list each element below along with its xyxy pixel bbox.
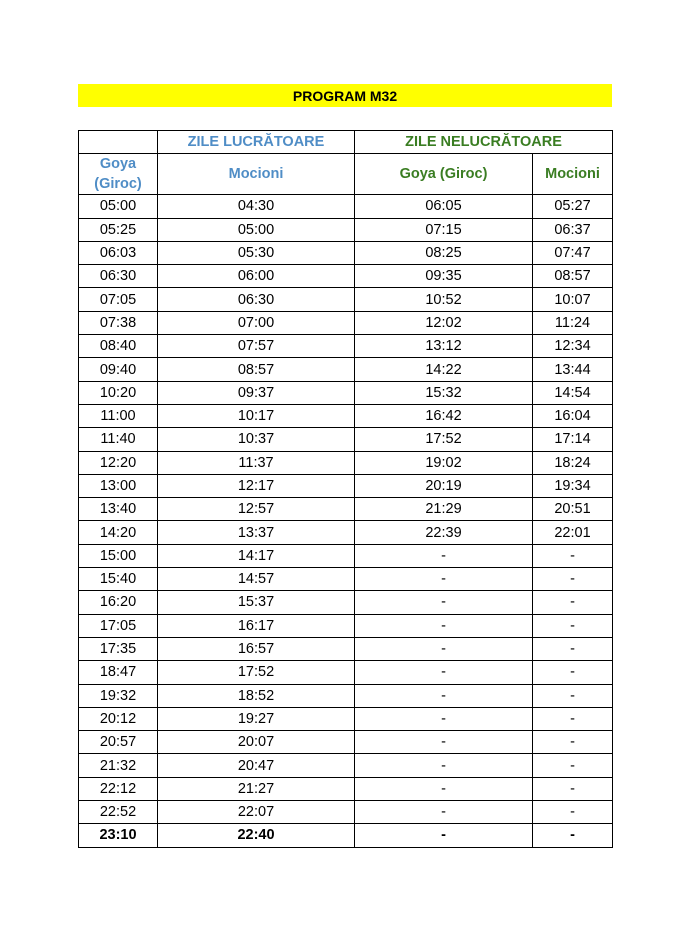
cell-mocioni-workday: 06:30 (158, 288, 355, 311)
table-row (79, 451, 613, 474)
cell-goya-nonworkday: 17:52 (355, 428, 533, 451)
table-row (79, 637, 613, 660)
cell-goya-nonworkday: 07:15 (355, 218, 533, 241)
cell-mocioni-nonworkday: 05:27 (533, 195, 613, 218)
cell-goya-workday: 05:25 (79, 218, 158, 241)
cell-mocioni-nonworkday: 16:04 (533, 404, 613, 427)
cell-goya-workday: 07:38 (79, 311, 158, 334)
col-header-goya-line2: (Giroc) (94, 176, 142, 193)
cell-goya-workday: 15:00 (79, 544, 158, 567)
cell-goya-nonworkday: 19:02 (355, 451, 533, 474)
cell-mocioni-nonworkday: 07:47 (533, 241, 613, 264)
cell-goya-workday: 06:03 (79, 241, 158, 264)
table-row (79, 428, 613, 451)
cell-mocioni-workday: 20:07 (158, 731, 355, 754)
cell-mocioni-workday: 10:17 (158, 404, 355, 427)
cell-mocioni-nonworkday: 19:34 (533, 474, 613, 497)
cell-mocioni-nonworkday: 20:51 (533, 498, 613, 521)
table-row (79, 474, 613, 497)
cell-mocioni-workday: 05:30 (158, 241, 355, 264)
cell-goya-nonworkday: - (355, 684, 533, 707)
cell-mocioni-workday: 22:40 (158, 824, 355, 847)
cell-goya-nonworkday: - (355, 801, 533, 824)
cell-goya-workday: 09:40 (79, 358, 158, 381)
cell-goya-workday: 05:00 (79, 195, 158, 218)
cell-goya-workday: 14:20 (79, 521, 158, 544)
table-row (79, 777, 613, 800)
cell-mocioni-workday: 04:30 (158, 195, 355, 218)
cell-mocioni-nonworkday: - (533, 801, 613, 824)
cell-goya-workday: 20:57 (79, 731, 158, 754)
cell-goya-nonworkday: - (355, 544, 533, 567)
cell-mocioni-nonworkday: - (533, 731, 613, 754)
table-row (79, 568, 613, 591)
cell-goya-nonworkday: - (355, 777, 533, 800)
cell-mocioni-nonworkday: 06:37 (533, 218, 613, 241)
cell-goya-nonworkday: - (355, 568, 533, 591)
cell-mocioni-workday: 07:00 (158, 311, 355, 334)
cell-mocioni-workday: 11:37 (158, 451, 355, 474)
table-row (79, 404, 613, 427)
table-row (79, 707, 613, 730)
table-row (79, 824, 613, 847)
cell-mocioni-nonworkday: - (533, 637, 613, 660)
cell-mocioni-nonworkday: 13:44 (533, 358, 613, 381)
cell-goya-workday: 23:10 (79, 824, 158, 847)
cell-mocioni-nonworkday: - (533, 544, 613, 567)
table-row (79, 195, 613, 218)
cell-mocioni-nonworkday: 08:57 (533, 265, 613, 288)
table-row (79, 661, 613, 684)
cell-goya-nonworkday: 14:22 (355, 358, 533, 381)
table-row (79, 265, 613, 288)
cell-mocioni-nonworkday: - (533, 754, 613, 777)
cell-mocioni-nonworkday: - (533, 614, 613, 637)
cell-mocioni-workday: 10:37 (158, 428, 355, 451)
schedule-body (79, 195, 613, 847)
cell-goya-workday: 17:05 (79, 614, 158, 637)
cell-mocioni-nonworkday: - (533, 777, 613, 800)
table-row (79, 591, 613, 614)
cell-mocioni-workday: 12:57 (158, 498, 355, 521)
cell-goya-nonworkday: - (355, 591, 533, 614)
col-header-mocioni-workdays: Mocioni (158, 154, 355, 195)
cell-mocioni-workday: 13:37 (158, 521, 355, 544)
table-row (79, 498, 613, 521)
table-row (79, 544, 613, 567)
cell-mocioni-workday: 18:52 (158, 684, 355, 707)
cell-mocioni-workday: 17:52 (158, 661, 355, 684)
cell-mocioni-workday: 14:17 (158, 544, 355, 567)
table-row (79, 218, 613, 241)
table-row (79, 684, 613, 707)
cell-mocioni-workday: 20:47 (158, 754, 355, 777)
nonworkdays-header: ZILE NELUCRĂTOARE (355, 131, 613, 154)
cell-goya-nonworkday: 12:02 (355, 311, 533, 334)
workdays-header: ZILE LUCRĂTOARE (158, 131, 355, 154)
schedule-table (78, 130, 613, 848)
cell-goya-workday: 19:32 (79, 684, 158, 707)
table-row (79, 381, 613, 404)
cell-mocioni-nonworkday: 12:34 (533, 335, 613, 358)
table-row (79, 288, 613, 311)
cell-goya-nonworkday: - (355, 824, 533, 847)
group-header-row (79, 131, 613, 154)
cell-mocioni-nonworkday: 17:14 (533, 428, 613, 451)
cell-goya-nonworkday: 06:05 (355, 195, 533, 218)
table-row (79, 358, 613, 381)
table-row (79, 731, 613, 754)
cell-mocioni-workday: 16:57 (158, 637, 355, 660)
cell-goya-workday: 20:12 (79, 707, 158, 730)
cell-mocioni-nonworkday: - (533, 568, 613, 591)
cell-goya-nonworkday: 22:39 (355, 521, 533, 544)
cell-mocioni-workday: 14:57 (158, 568, 355, 591)
table-row (79, 241, 613, 264)
cell-mocioni-nonworkday: - (533, 591, 613, 614)
col-header-goya-line1: Goya (99, 156, 137, 173)
cell-goya-workday: 06:30 (79, 265, 158, 288)
cell-goya-workday: 22:52 (79, 801, 158, 824)
cell-goya-nonworkday: 20:19 (355, 474, 533, 497)
cell-mocioni-nonworkday: 22:01 (533, 521, 613, 544)
cell-mocioni-workday: 21:27 (158, 777, 355, 800)
cell-mocioni-nonworkday: - (533, 707, 613, 730)
table-row (79, 521, 613, 544)
table-row (79, 335, 613, 358)
cell-mocioni-nonworkday: - (533, 824, 613, 847)
cell-goya-workday: 15:40 (79, 568, 158, 591)
cell-mocioni-nonworkday: 11:24 (533, 311, 613, 334)
cell-mocioni-workday: 06:00 (158, 265, 355, 288)
cell-mocioni-nonworkday: 14:54 (533, 381, 613, 404)
cell-mocioni-workday: 15:37 (158, 591, 355, 614)
cell-mocioni-nonworkday: - (533, 661, 613, 684)
cell-mocioni-nonworkday: 18:24 (533, 451, 613, 474)
table-row (79, 614, 613, 637)
cell-goya-workday: 11:40 (79, 428, 158, 451)
table-row (79, 311, 613, 334)
cell-goya-nonworkday: 09:35 (355, 265, 533, 288)
col-header-goya-workdays (79, 154, 158, 195)
schedule-title: PROGRAM M32 (78, 84, 612, 107)
cell-goya-workday: 13:40 (79, 498, 158, 521)
cell-goya-workday: 18:47 (79, 661, 158, 684)
column-header-row (79, 154, 613, 195)
cell-goya-workday: 16:20 (79, 591, 158, 614)
cell-goya-workday: 11:00 (79, 404, 158, 427)
cell-goya-nonworkday: - (355, 731, 533, 754)
cell-mocioni-nonworkday: 10:07 (533, 288, 613, 311)
cell-goya-nonworkday: 15:32 (355, 381, 533, 404)
cell-goya-workday: 10:20 (79, 381, 158, 404)
cell-goya-nonworkday: 13:12 (355, 335, 533, 358)
cell-mocioni-workday: 08:57 (158, 358, 355, 381)
cell-mocioni-workday: 12:17 (158, 474, 355, 497)
cell-goya-nonworkday: 16:42 (355, 404, 533, 427)
cell-goya-nonworkday: - (355, 754, 533, 777)
table-row (79, 754, 613, 777)
cell-goya-workday: 13:00 (79, 474, 158, 497)
cell-goya-nonworkday: 21:29 (355, 498, 533, 521)
empty-corner-cell (79, 131, 158, 154)
cell-mocioni-workday: 07:57 (158, 335, 355, 358)
cell-mocioni-workday: 19:27 (158, 707, 355, 730)
cell-mocioni-workday: 05:00 (158, 218, 355, 241)
cell-goya-nonworkday: - (355, 637, 533, 660)
cell-goya-workday: 22:12 (79, 777, 158, 800)
cell-goya-nonworkday: - (355, 614, 533, 637)
cell-goya-nonworkday: - (355, 707, 533, 730)
cell-goya-workday: 12:20 (79, 451, 158, 474)
cell-mocioni-workday: 16:17 (158, 614, 355, 637)
cell-mocioni-workday: 09:37 (158, 381, 355, 404)
col-header-goya-nonworkdays: Goya (Giroc) (355, 154, 533, 195)
col-header-mocioni-nonworkdays: Mocioni (533, 154, 613, 195)
cell-goya-workday: 21:32 (79, 754, 158, 777)
cell-mocioni-workday: 22:07 (158, 801, 355, 824)
table-row (79, 801, 613, 824)
cell-goya-nonworkday: - (355, 661, 533, 684)
cell-goya-workday: 08:40 (79, 335, 158, 358)
cell-goya-workday: 07:05 (79, 288, 158, 311)
cell-mocioni-nonworkday: - (533, 684, 613, 707)
cell-goya-nonworkday: 10:52 (355, 288, 533, 311)
cell-goya-nonworkday: 08:25 (355, 241, 533, 264)
cell-goya-workday: 17:35 (79, 637, 158, 660)
